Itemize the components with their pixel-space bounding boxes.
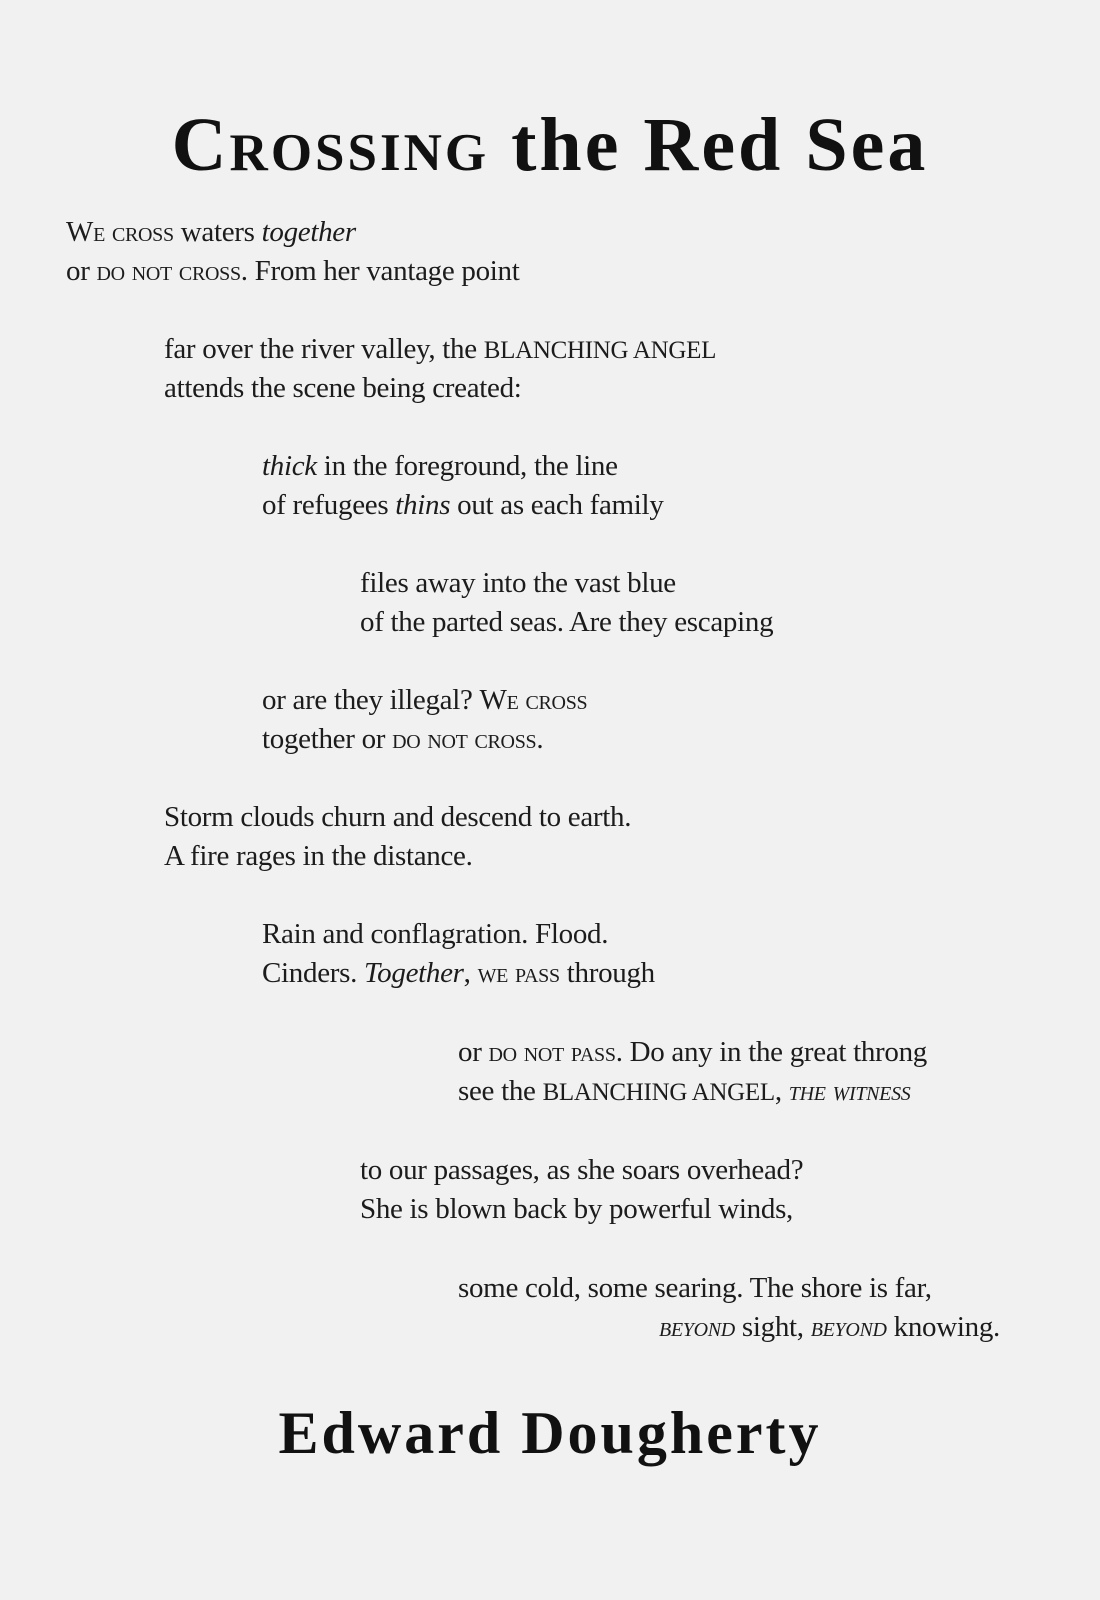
line-segment: in the foreground, the line xyxy=(316,450,618,482)
line-segment: waters xyxy=(173,216,262,248)
line-segment: . Do any in the great throng xyxy=(615,1036,928,1068)
line-segment: Together xyxy=(364,957,464,989)
line-segment: some cold, some searing. The shore is far, xyxy=(458,1272,932,1304)
line-segment: far over the river valley, the xyxy=(164,333,484,365)
author-name: Edward Dougherty xyxy=(278,1400,822,1466)
line-segment: attends the scene being created: xyxy=(164,372,522,404)
line-segment: together or xyxy=(262,723,393,755)
poem-line xyxy=(262,953,655,993)
poem-line xyxy=(164,836,473,876)
title-part-1: Crossing xyxy=(171,103,490,187)
line-segment: We cross xyxy=(66,216,174,248)
poem-line xyxy=(360,602,773,642)
line-segment: beyond xyxy=(810,1311,887,1343)
poem-line xyxy=(458,1071,911,1113)
title-part-2: the Red Sea xyxy=(511,103,929,187)
line-segment: knowing. xyxy=(886,1311,1000,1343)
line-segment: Rain and conflagration. Flood. xyxy=(262,918,609,950)
line-segment: Cinders. xyxy=(262,957,365,989)
line-segment: We cross xyxy=(479,684,588,716)
line-segment: of refugees xyxy=(262,489,396,521)
line-segment: A fire rages in the distance. xyxy=(164,840,473,872)
line-segment: or xyxy=(66,255,97,287)
poem-line xyxy=(659,1307,1000,1347)
poem-line xyxy=(360,1189,793,1229)
poem-line xyxy=(262,446,618,486)
line-segment: sight, xyxy=(734,1311,811,1343)
line-segment: through xyxy=(559,957,655,989)
line-segment: Storm clouds churn and descend to earth. xyxy=(164,801,632,833)
poem-line xyxy=(66,212,356,252)
poem-line xyxy=(262,914,608,954)
line-segment: , xyxy=(463,957,478,989)
line-segment: She is blown back by powerful winds, xyxy=(360,1193,794,1225)
line-segment: together xyxy=(261,216,356,248)
line-segment: do not cross xyxy=(392,723,537,755)
line-segment: or are they illegal? xyxy=(262,684,480,716)
line-segment: . xyxy=(536,723,544,755)
poem-line xyxy=(164,368,522,408)
line-segment: BLANCHING ANGEL xyxy=(483,337,717,364)
line-segment: BLANCHING ANGEL xyxy=(542,1079,775,1106)
line-segment: do not pass xyxy=(488,1036,616,1068)
line-segment: we pass xyxy=(477,957,560,989)
poem-line xyxy=(360,1150,803,1190)
line-segment: thick xyxy=(262,450,317,482)
poem-line xyxy=(458,1032,927,1072)
line-segment: thins xyxy=(395,489,451,521)
line-segment: the witness xyxy=(788,1075,911,1107)
line-segment: see the xyxy=(458,1075,543,1107)
poem-line xyxy=(262,719,543,759)
line-segment: beyond xyxy=(658,1311,735,1343)
poem-line xyxy=(262,485,664,525)
line-segment: to our passages, as she soars overhead? xyxy=(360,1154,804,1186)
line-segment: files away into the vast blue xyxy=(360,567,676,599)
poem-line xyxy=(360,563,676,603)
poem-title xyxy=(0,100,1100,190)
line-segment: of the parted seas. Are they escaping xyxy=(360,606,774,638)
line-segment: , xyxy=(774,1075,789,1107)
line-segment: out as each family xyxy=(450,489,664,521)
poem-line xyxy=(164,797,631,837)
poem-line xyxy=(66,251,520,291)
poem-line xyxy=(262,680,587,720)
line-segment: . From her vantage point xyxy=(240,255,520,287)
poem-line xyxy=(164,329,716,371)
line-segment: do not cross xyxy=(96,255,241,287)
poem-line xyxy=(458,1268,932,1308)
line-segment: or xyxy=(458,1036,489,1068)
